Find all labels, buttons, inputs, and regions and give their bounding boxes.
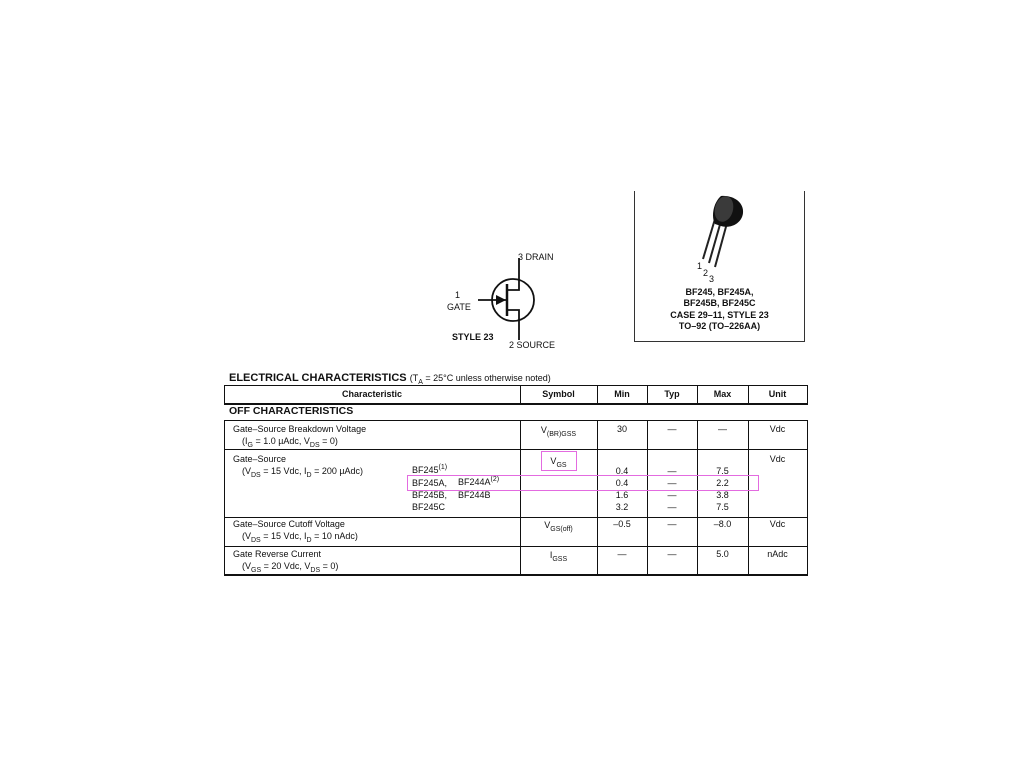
jfet-gate-arrow	[496, 295, 506, 305]
package-caption-line: TO–92 (TO–226AA)	[678, 321, 761, 332]
package-caption-line: BF245B, BF245C	[683, 298, 756, 309]
row-reverse-symbol: $I_{GSS}$	[549, 550, 568, 563]
row-cutoff-unit: Vdc	[769, 519, 786, 529]
variant-max: 3.8	[716, 490, 729, 500]
package-caption-line: BF245, BF245A,	[685, 287, 754, 297]
header-max: Max	[713, 389, 732, 399]
row-breakdown-max: —	[718, 424, 727, 434]
package-pin-2: 2	[703, 268, 709, 278]
row-reverse-typ: —	[667, 549, 677, 559]
highlight-bf245a-row-box	[407, 475, 759, 491]
gate-number: 1	[455, 290, 461, 300]
variant-device-left: BF245$^{(1)}$	[412, 464, 448, 475]
highlight-vgs-symbol-box	[541, 451, 577, 471]
variant-typ: —	[667, 502, 677, 512]
row-cutoff-condition: ($V_{DS} = 15$ Vdc, $I_D = 10$ nAdc)	[242, 531, 358, 544]
row-cutoff-min: –0.5	[613, 519, 631, 529]
package-pin-1: 1	[697, 261, 703, 271]
table-title-text: ELECTRICAL CHARACTERISTICS	[229, 372, 407, 384]
section-off-characteristics: OFF CHARACTERISTICS	[229, 405, 354, 417]
variant-max: 2.2	[716, 478, 729, 488]
variant-device-right: $BF244A^{(2)}$	[458, 476, 500, 487]
package-box	[634, 191, 805, 342]
variant-typ: —	[667, 490, 677, 500]
variant-min: 3.2	[615, 502, 629, 512]
row-cutoff-typ: —	[667, 519, 677, 529]
header-min: Min	[614, 389, 630, 399]
row-vgs-unit: Vdc	[769, 454, 786, 464]
style-label: STYLE 23	[452, 332, 494, 342]
header-symbol: Symbol	[542, 389, 575, 399]
row-reverse-max: 5.0	[716, 549, 729, 559]
row-reverse-condition: ($V_{GS} = 20$ Vdc, $V_{DS} = 0$)	[242, 561, 339, 574]
variant-typ: —	[667, 466, 677, 476]
table-title	[229, 372, 551, 384]
row-breakdown-typ: —	[667, 424, 677, 434]
row-breakdown-symbol: $V_{(BR)GSS}$	[540, 425, 577, 438]
package-caption-line: CASE 29–11, STYLE 23	[670, 309, 769, 320]
variant-min: 1.6	[615, 490, 629, 500]
variant-device-right: BF244B	[458, 490, 491, 500]
row-vgs-condition: ($V_{DS} = 15$ Vdc, $I_D = 200$ µAdc)	[242, 466, 364, 479]
variant-min: 0.4	[615, 466, 629, 476]
variant-typ: —	[667, 478, 677, 488]
header-unit: Unit	[768, 389, 787, 399]
row-cutoff-max: –8.0	[713, 519, 732, 529]
package-pin-3: 3	[709, 274, 715, 284]
row-reverse-unit: nAdc	[767, 549, 788, 559]
drain-label: 3 DRAIN	[518, 252, 554, 262]
variant-device-left: BF245B,	[412, 490, 448, 500]
row-breakdown-name: Gate–Source Breakdown Voltage	[233, 424, 367, 434]
header-characteristic: Characteristic	[341, 389, 403, 399]
row-breakdown-unit: Vdc	[769, 424, 786, 434]
variant-device-left: BF245C	[412, 502, 446, 512]
variant-min: 0.4	[615, 478, 629, 488]
package-caption	[635, 287, 804, 333]
table-condition: ($T_A = 25^\circ C$ unless otherwise noted)	[409, 373, 551, 386]
row-reverse-name: Gate Reverse Current	[233, 549, 322, 559]
variant-max: 7.5	[716, 466, 729, 476]
jfet-source-lead	[507, 310, 519, 340]
row-cutoff-name: Gate–Source Cutoff Voltage	[233, 519, 345, 529]
variant-device-left: BF245A,	[412, 478, 448, 488]
row-breakdown-condition: ($I_G = 1.0$ µAdc, $V_{DS} = 0$)	[242, 436, 338, 449]
to92-package-drawing	[635, 191, 804, 286]
row-vgs-name: Gate–Source	[233, 454, 287, 464]
header-typ: Typ	[664, 389, 680, 399]
row-reverse-min: —	[617, 549, 627, 559]
row-vgs-symbol: $V_{GS}$	[550, 456, 567, 469]
variant-max: 7.5	[716, 502, 729, 512]
row-breakdown-min: 30	[616, 424, 627, 434]
gate-label: GATE	[447, 302, 471, 312]
row-cutoff-symbol: $V_{GS(off)}$	[544, 520, 573, 533]
source-label: 2 SOURCE	[509, 340, 556, 350]
